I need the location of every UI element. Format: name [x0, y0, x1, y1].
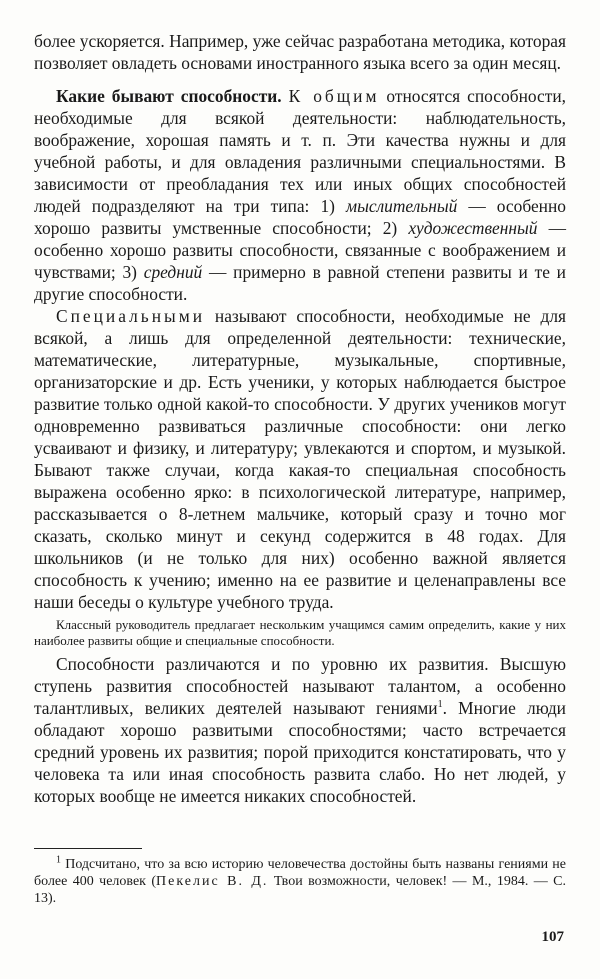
main-text — [34, 30, 566, 807]
page-number: 107 — [541, 929, 564, 945]
teacher-note: Классный руководитель предлагает нескольким учащимся самим определить, какие у них наиболее развиты общие и специальные способности. — [34, 617, 566, 648]
footnote-divider — [34, 848, 142, 849]
special-abilities-paragraph: Специальными называют способности, необходимые не для всякой, а лишь для определенной деятельности: технические, математические, литературные, музыкальные, спортивные, организаторские и др. Есть ученики, у которых наблюдается быстрое развитие только одной какой-то способности. У других учеников могут одновременно развиваться различные способности: они легко усваивают и физику, и литературу; увлекаются и спортом, и музыкой. Бывают также случаи, когда какая-то специальная способность выражена особенно ярко: в психологической литературе, например, рассказывается о 8-летнем мальчике, который сразу и точно мог сказать, сколько минут и секунд содержится в 48 годах. Для школьников (и не только для них) особенно важной является способность к учению; именно на ее развитие и целенаправлены все наши беседы о культуре учебного труда. — [34, 306, 566, 612]
type-thinking: мыслительный — [345, 196, 458, 216]
spaced-term-general: К общим — [288, 86, 380, 106]
lead-paragraph: более ускоряется. Например, уже сейчас разработана методика, которая позволяет овладеть основами иностранного языка всего за один месяц. — [34, 31, 566, 73]
section-heading: Какие бывают способности. — [56, 86, 282, 106]
footnote-marker: 1 — [56, 854, 61, 866]
type-middle: средний — [143, 262, 203, 282]
levels-paragraph: Способности различаются и по уровню их развития. Высшую ступень развития способностей называют талантом, а особенно талантливых, великих деятелей называют гениями$^1$. Многие люди обладают хорошо развитыми способностями; часто встречается средний уровень их развития; порой приходится констатировать, что у человека та или иная способность развита слабо. Но нет людей, у которых вообще не имеется никаких способностей. — [34, 654, 566, 806]
type-artistic: художественный — [408, 218, 538, 238]
footnote-author: Пекелис В. Д. — [156, 874, 269, 889]
spaced-term-special: Специальными — [56, 306, 206, 326]
general-abilities-paragraph: Какие бывают способности. К общим относятся способности, необходимые для всякой деятельности: наблюдательность, воображение, хорошая память и т. п. Эти качества нужны и для учебной работы, и для овладения различными специальностями. В зависимости от преобладания тех или иных общих способностей людей подразделяют на три типа: 1) мыслительный — особенно хорошо развиты умственные способности; 2) художественный — особенно хорошо развиты способности, связанные с воображением и чувствами; 3) средний — примерно в равной степени развиты и те и другие способности. — [34, 86, 566, 304]
footnote-reference[interactable]: 1 — [437, 699, 443, 711]
footnote: $^1$ Подсчитано, что за всю историю человечества достойны быть названы гениями не более 400 человек (Пекелис В. Д. Твои возможности, человек! — М., 1984. — С. 13). — [34, 854, 566, 906]
